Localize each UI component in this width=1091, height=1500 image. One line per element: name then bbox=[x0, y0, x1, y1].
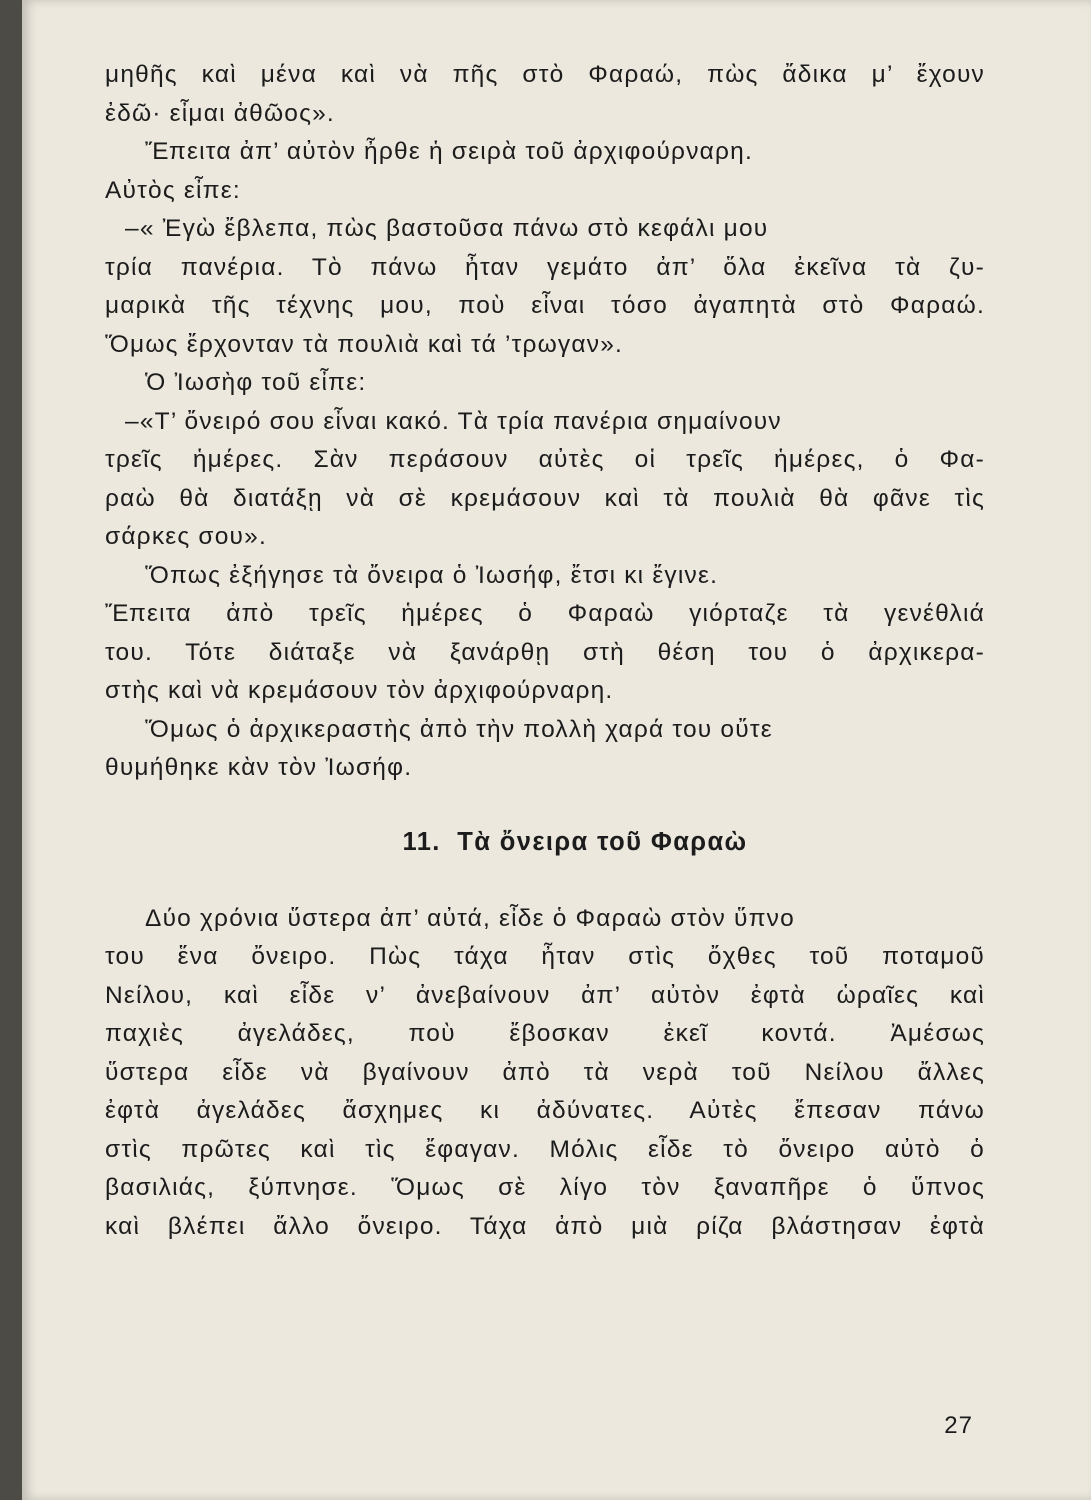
text-line: ὕστερα εἶδε νὰ βγαίνουν ἀπὸ τὰ νερὰ τοῦ Νείλου ἄλλες bbox=[105, 1058, 985, 1086]
text-line: τρεῖς ἡμέρες. Σὰν περάσουν αὐτὲς οἱ τρεῖς ἡμέρες, ὁ Φα- bbox=[105, 446, 985, 473]
text-line: στὶς πρῶτες καὶ τὶς ἔφαγαν. Μόλις εἶδε τὸ ὄνειρο αὐτὸ ὁ bbox=[105, 1135, 985, 1163]
text-line: ἐδῶ· εἶμαι ἀθῶος». bbox=[105, 99, 335, 127]
chapter-title: Τὰ ὄνειρα τοῦ Φαραὼ bbox=[457, 827, 748, 856]
text-line: Ὅπως ἐξήγησε τὰ ὄνειρα ὁ Ἰωσήφ, ἔτσι κι ἔγινε. bbox=[145, 561, 719, 589]
text-line: Αὐτὸς εἶπε: bbox=[105, 176, 241, 204]
page-number: 27 bbox=[944, 1412, 973, 1439]
text-line: Δύο χρόνια ὕστερα ἀπ’ αὐτά, εἶδε ὁ Φαραὼ στὸν ὕπνο bbox=[145, 904, 795, 932]
chapter-heading bbox=[105, 822, 985, 862]
text-line: ἐφτὰ ἀγελάδες ἄσχημες κι ἀδύνατες. Αὐτὲς ἔπεσαν πάνω bbox=[105, 1097, 985, 1124]
paragraphs-after-heading bbox=[105, 900, 985, 1247]
text-line: στὴς καὶ νὰ κρεμάσουν τὸν ἀρχιφούρναρη. bbox=[105, 677, 614, 704]
text-line: –«Τ’ ὄνειρό σου εἶναι κακό. Τὰ τρία πανέρια σημαίνουν bbox=[125, 407, 782, 435]
text-line: του ἕνα ὄνειρο. Πὼς τάχα ἦταν στὶς ὄχθες τοῦ ποταμοῦ bbox=[105, 943, 985, 970]
text-line: παχιὲς ἀγελάδες, ποὺ ἔβοσκαν ἐκεῖ κοντά. Ἀμέσως bbox=[105, 1020, 985, 1047]
text-line: βασιλιάς, ξύπνησε. Ὅμως σὲ λίγο τὸν ξαναπῆρε ὁ ὕπνος bbox=[105, 1174, 985, 1201]
text-line: μαρικὰ τῆς τέχνης μου, ποὺ εἶναι τόσο ἀγαπητὰ στὸ Φαραώ. bbox=[105, 292, 985, 319]
text-line: Ἔπειτα ἀπὸ τρεῖς ἡμέρες ὁ Φαραὼ γιόρταζε τὰ γενέθλιά bbox=[105, 600, 985, 627]
text-line: σάρκες σου». bbox=[105, 523, 267, 550]
text-line: Ὅμως ἔρχονταν τὰ πουλιὰ καὶ τά ’τρωγαν». bbox=[105, 330, 624, 358]
book-page bbox=[22, 0, 1091, 1500]
text-line: τρία πανέρια. Τὸ πάνω ἦταν γεμάτο ἀπ’ ὅλα ἐκεῖνα τὰ ζυ- bbox=[105, 253, 985, 281]
heading-spacer bbox=[105, 788, 985, 822]
text-line: Ἔπειτα ἀπ’ αὐτὸν ἦρθε ἡ σειρὰ τοῦ ἀρχιφούρναρη. bbox=[145, 138, 753, 165]
text-line: ραὼ θὰ διατάξῃ νὰ σὲ κρεμάσουν καὶ τὰ πουλιὰ θὰ φᾶνε τὶς bbox=[105, 484, 985, 512]
text-line: Ὅμως ὁ ἀρχικεραστὴς ἀπὸ τὴν πολλὴ χαρά του οὔτε bbox=[145, 715, 773, 743]
text-line: Νείλου, καὶ εἶδε ν’ ἀνεβαίνουν ἀπ’ αὐτὸν ἐφτὰ ὡραῖες καὶ bbox=[105, 981, 985, 1009]
text-block bbox=[105, 56, 985, 1246]
chapter-number: 11. bbox=[402, 827, 441, 856]
paragraphs-before-heading bbox=[105, 56, 985, 788]
text-line: θυμήθηκε κὰν τὸν Ἰωσήφ. bbox=[105, 754, 413, 781]
text-line: –« Ἐγὼ ἔβλεπα, πὼς βαστοῦσα πάνω στὸ κεφάλι μου bbox=[125, 215, 769, 242]
text-line: καὶ βλέπει ἄλλο ὄνειρο. Τάχα ἀπὸ μιὰ ρίζα βλάστησαν ἐφτὰ bbox=[105, 1212, 985, 1240]
text-line: Ὁ Ἰωσὴφ τοῦ εἶπε: bbox=[145, 369, 367, 396]
text-line: μηθῆς καὶ μένα καὶ νὰ πῆς στὸ Φαραώ, πὼς ἄδικα μ’ ἔχουν bbox=[105, 61, 985, 88]
text-line: του. Τότε διάταξε νὰ ξανάρθῃ στὴ θέση του ὁ ἀρχικερα- bbox=[105, 638, 985, 666]
